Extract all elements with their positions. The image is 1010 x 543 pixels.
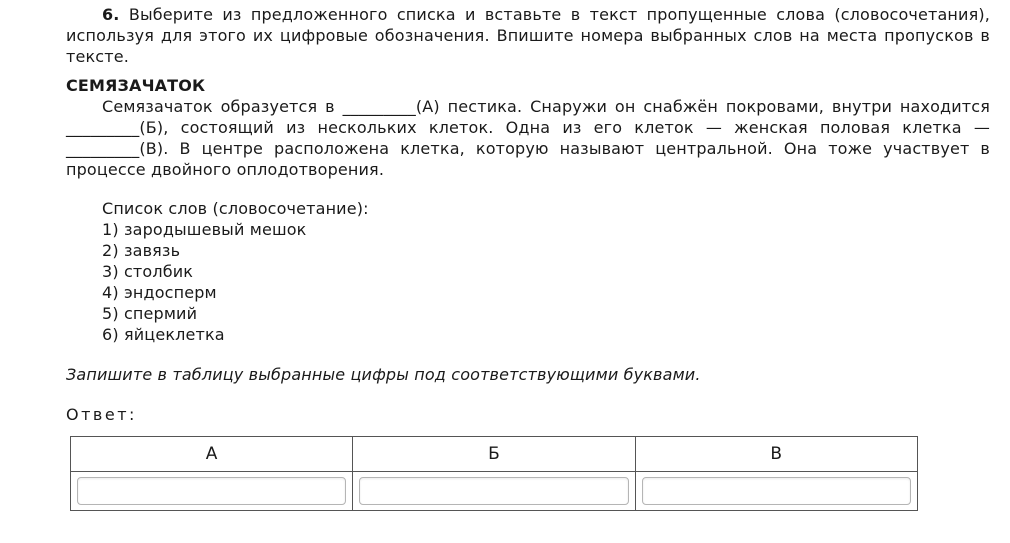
answer-column-v-header: В — [635, 437, 917, 472]
task-number: 6. — [102, 5, 120, 24]
word-list-item: 4) эндосперм — [102, 283, 217, 302]
table-instruction: Запишите в таблицу выбранные цифры под соответствующими буквами. — [66, 365, 701, 384]
passage-text: Семязачаток образуется в _________(А) пестика. Снаружи он снабжён покровами, внутри находится _________(Б), состоящий из нескольких клеток. Одна из его клеток — женская половая клетка — _________(В). В центре расположена клетка, которую называют центральной. Она тоже участвует в процессе двойного оплодотворения. — [66, 97, 990, 179]
answer-input-v[interactable] — [642, 477, 911, 505]
word-list-item: 2) завязь — [102, 241, 181, 260]
answer-column-b-header: Б — [353, 437, 635, 472]
word-list-item: 6) яйцеклетка — [102, 325, 225, 344]
task-container — [66, 4, 990, 425]
answer-cell-v — [635, 472, 917, 511]
word-list — [102, 198, 990, 345]
passage-text-block — [66, 96, 990, 180]
passage-title: СЕМЯЗАЧАТОК — [66, 76, 206, 95]
answer-header-row — [71, 437, 918, 472]
answer-input-a[interactable] — [77, 477, 346, 505]
answer-label: Ответ: — [66, 405, 137, 424]
answer-column-a-header: А — [71, 437, 353, 472]
word-list-item: 3) столбик — [102, 262, 194, 281]
task-instruction: Выберите из предложенного списка и вставьте в текст пропущенные слова (словосочетания), используя для этого их цифровые обозначения. Впишите номера выбранных слов на места пропусков в тексте. — [66, 5, 990, 66]
word-list-item: 5) спермий — [102, 304, 198, 323]
word-list-heading: Список слов (словосочетание): — [102, 199, 369, 218]
task-prompt — [66, 4, 990, 67]
answer-cell-a — [71, 472, 353, 511]
word-list-item: 1) зародышевый мешок — [102, 220, 307, 239]
answer-cell-b — [353, 472, 635, 511]
answer-input-b[interactable] — [359, 477, 628, 505]
answer-input-row — [71, 472, 918, 511]
answer-table — [70, 436, 918, 511]
